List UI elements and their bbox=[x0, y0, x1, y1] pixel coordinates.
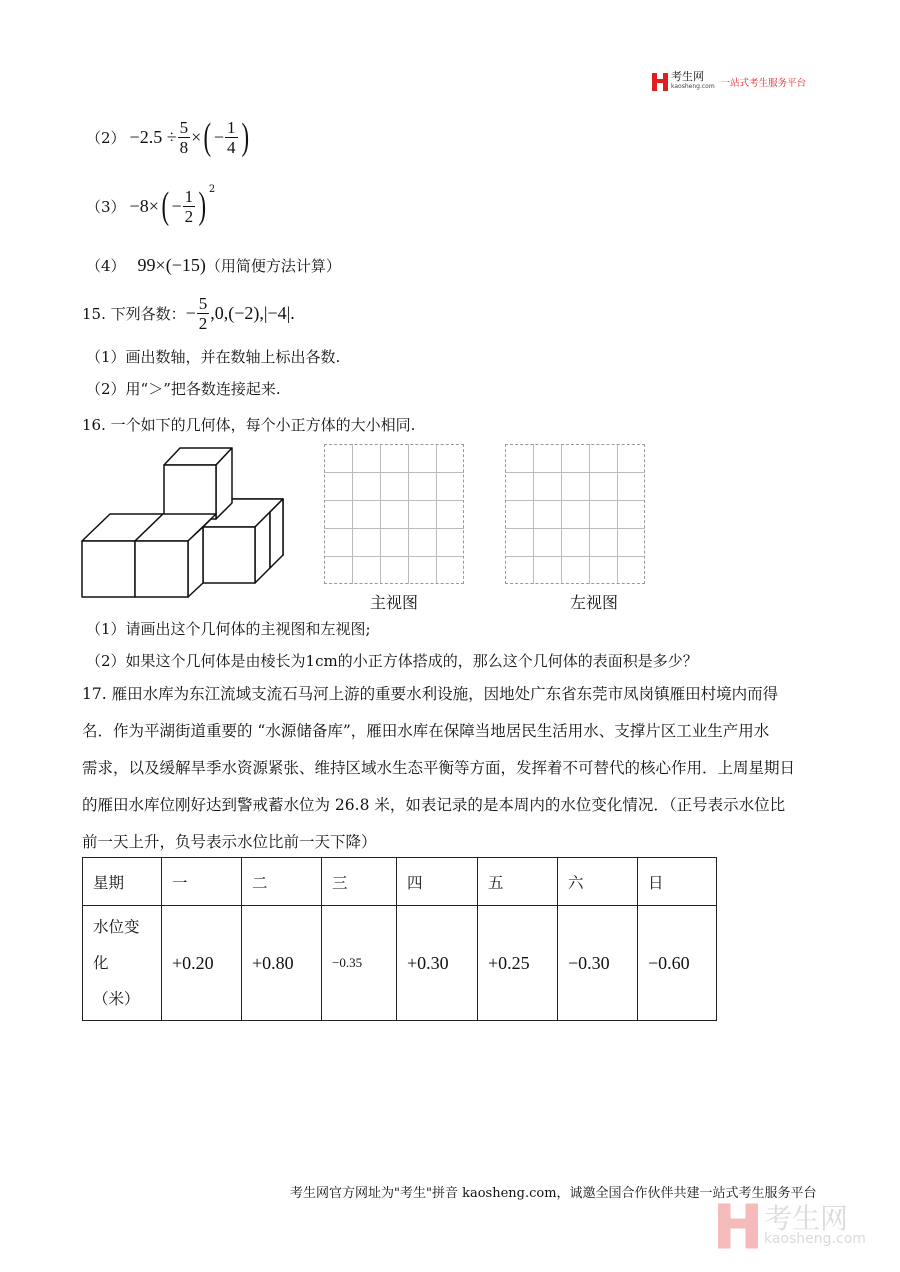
front-view-grid bbox=[324, 444, 464, 584]
table-header-cell: 三 bbox=[322, 858, 397, 906]
q17-line: 前一天上升，负号表示水位比前一天下降） bbox=[82, 833, 377, 851]
watermark-logo-icon bbox=[718, 1203, 758, 1249]
header-logo bbox=[652, 72, 806, 92]
table-header-cell: 一 bbox=[162, 858, 242, 906]
table-cell: −0.60 bbox=[638, 906, 717, 1021]
logo-domain: kaosheng.com bbox=[671, 83, 715, 90]
left-view-grid bbox=[505, 444, 645, 584]
q17-line: 17. 雁田水库为东江流域支流石马河上游的重要水利设施，因地处广东省东莞市凤岗镇雁田村境内而得 bbox=[82, 685, 779, 703]
table-header-cell: 星期 bbox=[83, 858, 162, 906]
row-header-line: （米） bbox=[93, 990, 140, 1008]
left-paren: ( bbox=[203, 116, 212, 158]
item-label: （3） bbox=[86, 197, 126, 216]
math-expr: 99×(−15) bbox=[137, 255, 206, 275]
q16-sub1: （1）请画出这个几何体的主视图和左视图; bbox=[86, 620, 371, 638]
math-op: × bbox=[191, 126, 202, 147]
q15-sub2: （2）用“＞”把各数连接起来. bbox=[86, 380, 281, 398]
q16-stem: 16. 一个如下的几何体，每个小正方体的大小相同. bbox=[82, 416, 416, 434]
table-header-cell: 五 bbox=[478, 858, 558, 906]
q17-line: 的雁田水库位刚好达到警戒蓄水位为 26.8 米，如表记录的是本周内的水位变化情况．（正号表示水位比 bbox=[82, 796, 786, 814]
math-op: − bbox=[171, 195, 182, 216]
table-cell: +0.30 bbox=[397, 906, 478, 1021]
table-cell: −0.35 bbox=[322, 906, 397, 1021]
math-expr: −8× bbox=[129, 195, 159, 216]
q16-sub2: （2）如果这个几何体是由棱长为1cm的小正方体搭成的，那么这个几何体的表面积是多少？ bbox=[86, 652, 698, 670]
footer-watermark bbox=[718, 1203, 866, 1249]
question-prefix: 15. 下列各数： bbox=[82, 305, 186, 323]
watermark-brand: 考生网 bbox=[764, 1202, 849, 1235]
row-header-line: 化 bbox=[93, 954, 109, 972]
logo-mark-icon bbox=[652, 73, 668, 91]
numerator: 5 bbox=[198, 294, 208, 313]
exponent: 2 bbox=[208, 184, 216, 195]
left-view-caption: 左视图 bbox=[570, 593, 619, 612]
table-header-cell: 二 bbox=[242, 858, 322, 906]
item-note: （用简便方法计算） bbox=[205, 257, 341, 275]
table-header-cell: 六 bbox=[558, 858, 638, 906]
logo-brand: 考生网 bbox=[671, 70, 704, 83]
row-header-line: 水位变 bbox=[93, 918, 140, 936]
denominator: 2 bbox=[184, 206, 194, 226]
math-op: − bbox=[213, 126, 225, 147]
table-header-cell: 四 bbox=[397, 858, 478, 906]
table-cell: −0.30 bbox=[558, 906, 638, 1021]
cube-solid-figure bbox=[0, 0, 300, 610]
numerator: 1 bbox=[184, 186, 194, 206]
logo-slogan: 一站式考生服务平台 bbox=[720, 78, 807, 89]
q17-stem bbox=[82, 676, 795, 861]
table-cell: +0.20 bbox=[162, 906, 242, 1021]
q17-line: 需求，以及缓解旱季水资源紧张、维持区域水生态平衡等方面，发挥着不可替代的核心作用．上周星期日 bbox=[82, 759, 796, 777]
item-label: （4） bbox=[86, 257, 126, 275]
math-op: − bbox=[185, 303, 196, 323]
watermark-domain: kaosheng.com bbox=[764, 1231, 866, 1247]
table-header-cell: 日 bbox=[638, 858, 717, 906]
q17-line: 名．作为平湖街道重要的 “水源储备库”，雁田水库在保障当地居民生活用水、支撑片区工业生产用水 bbox=[82, 722, 770, 740]
denominator: 2 bbox=[198, 314, 208, 333]
table-row bbox=[83, 906, 717, 1021]
table-row-header bbox=[83, 906, 162, 1021]
math-expr: −2.5 ÷ bbox=[129, 126, 177, 147]
denominator: 4 bbox=[227, 137, 236, 157]
math-expr: ,0,(−2),|−4|. bbox=[210, 303, 295, 323]
right-paren: ) bbox=[241, 116, 249, 158]
denominator: 8 bbox=[179, 137, 189, 157]
q15-sub1: （1）画出数轴，并在数轴上标出各数. bbox=[86, 348, 341, 366]
table-cell: +0.80 bbox=[242, 906, 322, 1021]
front-view-caption: 主视图 bbox=[370, 593, 419, 612]
water-level-table bbox=[82, 857, 717, 1021]
right-paren: ) bbox=[198, 185, 207, 227]
numerator: 5 bbox=[179, 117, 189, 137]
footer-text: 考生网官方网址为"考生"拼音 kaosheng.com，诚邀全国合作伙伴共建一站式考生服务平台 bbox=[290, 1186, 817, 1201]
table-row bbox=[83, 858, 717, 906]
numerator: 1 bbox=[227, 117, 236, 137]
table-cell: +0.25 bbox=[478, 906, 558, 1021]
left-paren: ( bbox=[161, 185, 169, 227]
item-label: （2） bbox=[86, 128, 126, 147]
